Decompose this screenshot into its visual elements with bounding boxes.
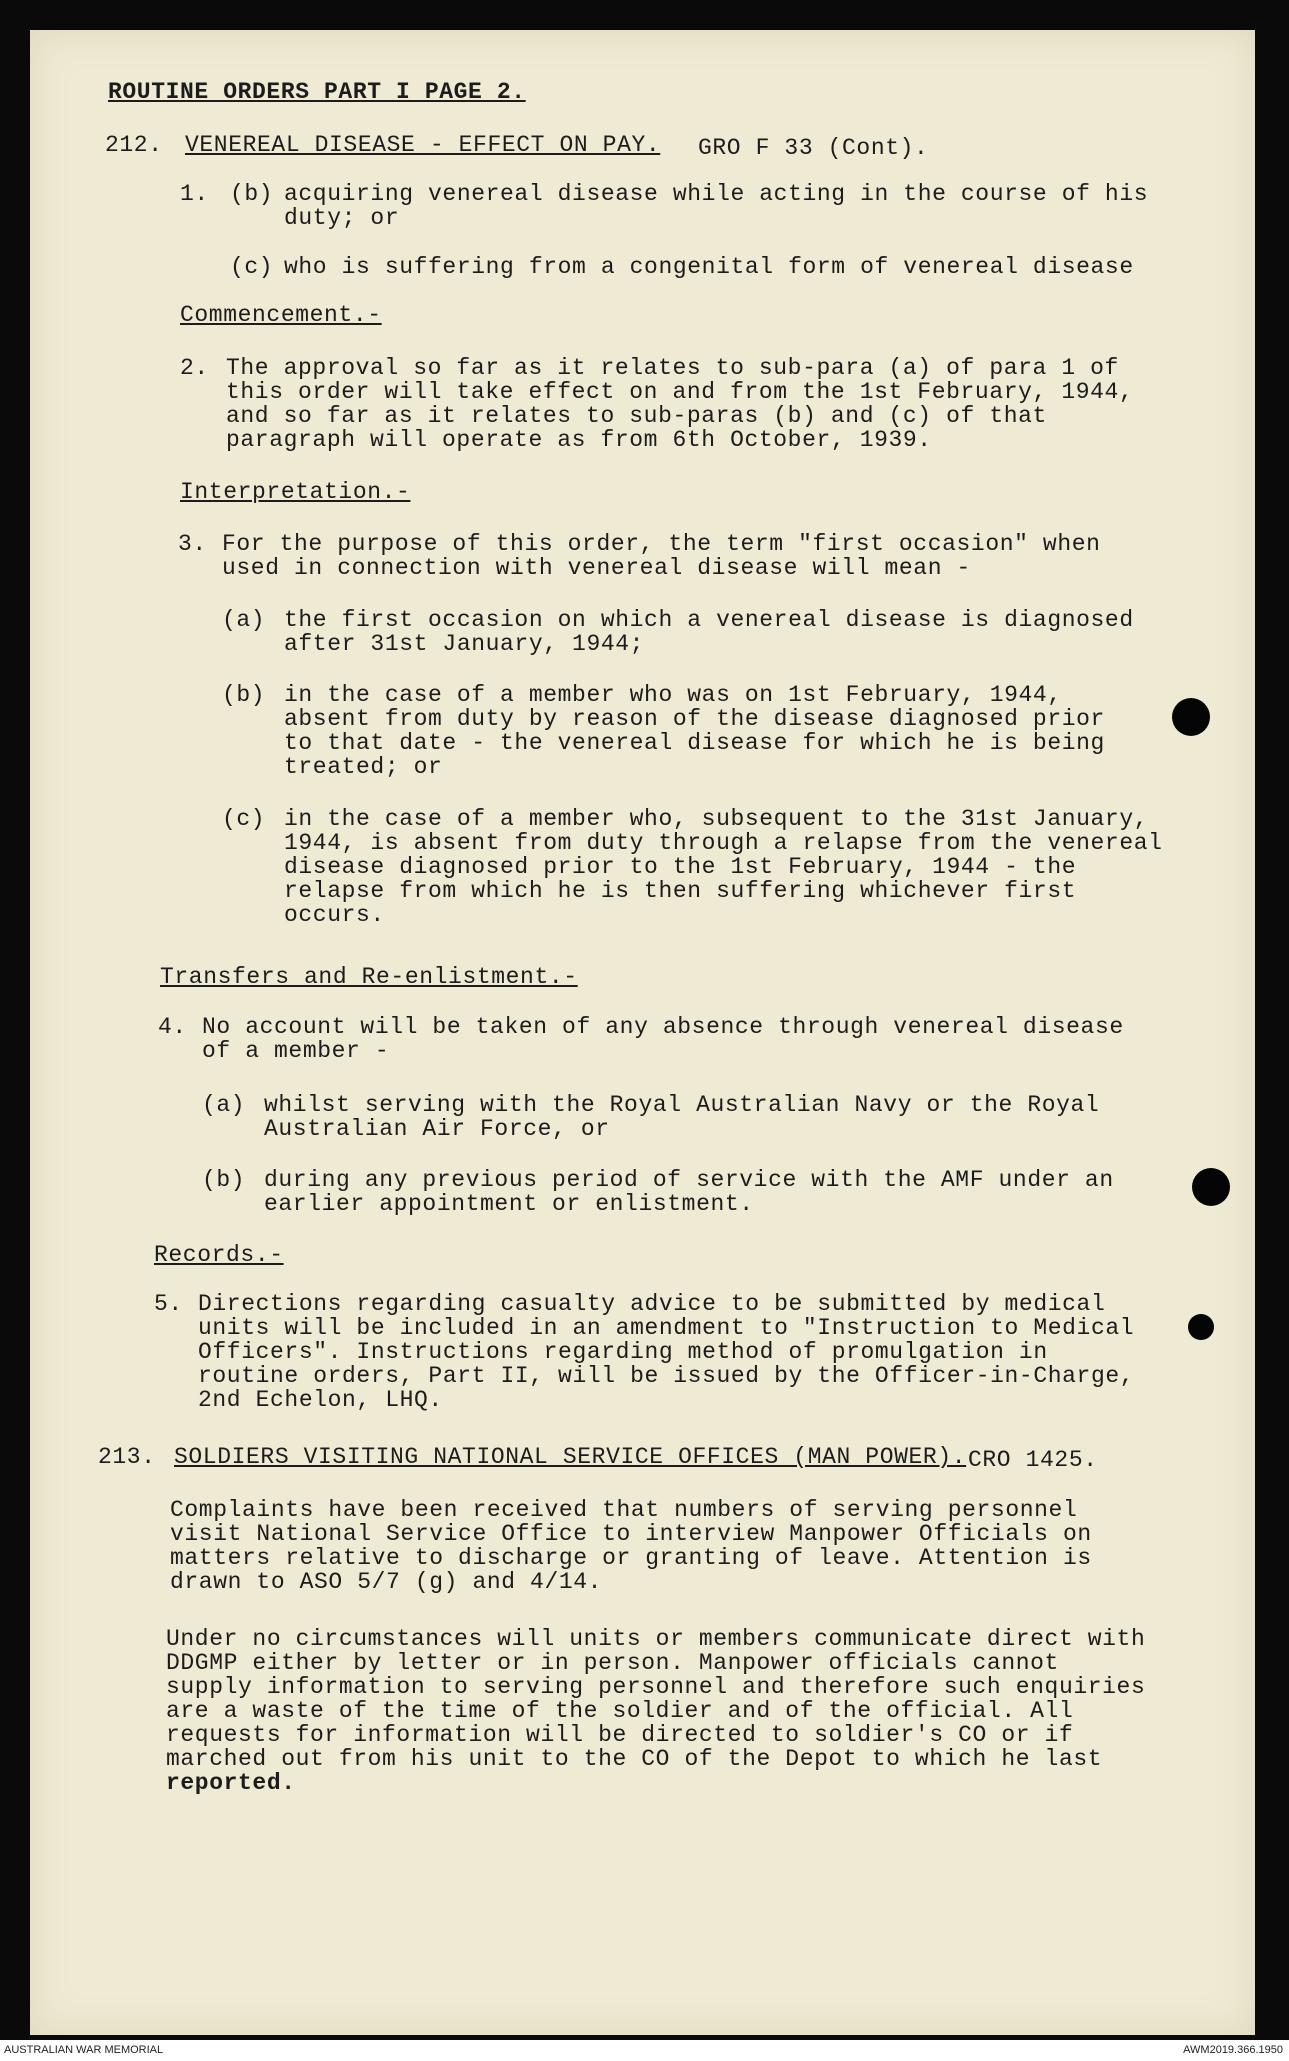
para-3-c-line3: disease diagnosed prior to the 1st February, 1944 - the [284, 854, 1077, 880]
section-213-p2-line1: Under no circumstances will units or members communicate direct with [166, 1626, 1146, 1652]
para-1-c-text: who is suffering from a congenital form of venereal disease [284, 254, 1134, 280]
para-3-a-line1: the first occasion on which a venereal disease is diagnosed [284, 607, 1134, 633]
section-213-title: SOLDIERS VISITING NATIONAL SERVICE OFFICES (MAN POWER). [174, 1444, 967, 1470]
para-2-number: 2. [180, 355, 209, 381]
para-4-b-label: (b) [202, 1167, 246, 1193]
archive-footer [0, 2040, 1289, 2061]
para-5-line3: Officers". Instructions regarding method of promulgation in [198, 1339, 1048, 1365]
heading-interpretation: Interpretation.- [180, 479, 411, 505]
para-4-a-line1: whilst serving with the Royal Australian Navy or the Royal [264, 1092, 1100, 1118]
para-3-a-line2: after 31st January, 1944; [284, 631, 645, 657]
para-3-c-line2: 1944, is absent from duty through a relapse from the venereal [284, 830, 1163, 856]
heading-records: Records.- [154, 1242, 284, 1268]
page-header: ROUTINE ORDERS PART I PAGE 2. [108, 79, 526, 105]
section-212-title: VENEREAL DISEASE - EFFECT ON PAY. [185, 132, 661, 158]
section-213-p1-line1: Complaints have been received that numbers of serving personnel [170, 1497, 1078, 1523]
punch-hole-partial [1188, 1314, 1214, 1340]
para-4-a-label: (a) [202, 1092, 246, 1118]
para-1-number: 1. [180, 181, 209, 207]
section-213-p1-line2: visit National Service Office to interview Manpower Officials on [170, 1521, 1092, 1547]
para-1-b-label: (b) [230, 181, 274, 207]
para-5-line2: units will be included in an amendment to "Instruction to Medical [198, 1315, 1135, 1341]
para-3-b-line2: absent from duty by reason of the disease diagnosed prior [284, 706, 1105, 732]
para-3-b-line3: to that date - the venereal disease for which he is being [284, 730, 1105, 756]
section-213-p2-line7: reported. [166, 1770, 296, 1796]
para-4-line2: of a member - [202, 1038, 390, 1064]
para-5-line1: Directions regarding casualty advice to be submitted by medical [198, 1291, 1106, 1317]
para-3-line1: For the purpose of this order, the term "first occasion" when [222, 531, 1101, 557]
para-3-b-line4: treated; or [284, 754, 443, 780]
punch-hole-upper [1172, 698, 1210, 736]
para-3-line2: used in connection with venereal disease will mean - [222, 555, 971, 581]
para-5-line4: routine orders, Part II, will be issued by the Officer-in-Charge, [198, 1363, 1135, 1389]
section-213-number: 213. [98, 1444, 156, 1470]
para-3-c-line4: relapse from which he is then suffering whichever first [284, 878, 1077, 904]
para-1-b-line2: duty; or [284, 205, 400, 231]
para-2-line1: The approval so far as it relates to sub-para (a) of para 1 of [226, 355, 1119, 381]
para-4-a-line2: Australian Air Force, or [264, 1116, 610, 1142]
para-1-b-line1: acquiring venereal disease while acting in the course of his [284, 181, 1149, 207]
para-5-line5: 2nd Echelon, LHQ. [198, 1387, 443, 1413]
footer-institution: AUSTRALIAN WAR MEMORIAL [4, 2044, 164, 2056]
para-2-line4: paragraph will operate as from 6th October, 1939. [226, 427, 932, 453]
section-213-p2-line6: marched out from his unit to the CO of the Depot to which he last [166, 1746, 1103, 1772]
heading-transfers: Transfers and Re-enlistment.- [160, 964, 578, 990]
footer-accession: AWM2019.366.1950 [1183, 2044, 1283, 2056]
section-212-number: 212. [105, 132, 163, 158]
document-page [30, 30, 1255, 2035]
para-1-c-label: (c) [230, 254, 274, 280]
para-2-line2: this order will take effect on and from the 1st February, 1944, [226, 379, 1134, 405]
para-3-b-line1: in the case of a member who was on 1st February, 1944, [284, 682, 1062, 708]
para-3-c-line5: occurs. [284, 902, 385, 928]
para-3-b-label: (b) [222, 682, 266, 708]
para-4-number: 4. [158, 1014, 187, 1040]
para-2-line3: and so far as it relates to sub-paras (b) and (c) of that [226, 403, 1047, 429]
section-213-p1-line4: drawn to ASO 5/7 (g) and 4/14. [170, 1569, 603, 1595]
para-4-b-line1: during any previous period of service with the AMF under an [264, 1167, 1114, 1193]
para-3-a-label: (a) [222, 607, 266, 633]
section-213-p2-line3: supply information to serving personnel and therefore such enquiries [166, 1674, 1146, 1700]
para-5-number: 5. [154, 1291, 183, 1317]
para-3-number: 3. [178, 531, 207, 557]
heading-commencement: Commencement.- [180, 302, 382, 328]
para-3-c-line1: in the case of a member who, subsequent to the 31st January, [284, 806, 1149, 832]
section-213-p2-line2: DDGMP either by letter or in person. Manpower officials cannot [166, 1650, 1059, 1676]
para-4-line1: No account will be taken of any absence through venereal disease [202, 1014, 1124, 1040]
para-3-c-label: (c) [222, 806, 266, 832]
section-213-p1-line3: matters relative to discharge or granting of leave. Attention is [170, 1545, 1092, 1571]
section-213-p2-line4: are a waste of the time of the soldier and of the official. All [166, 1698, 1074, 1724]
para-4-b-line2: earlier appointment or enlistment. [264, 1191, 754, 1217]
section-213-ref: CRO 1425. [968, 1447, 1098, 1473]
section-212-ref: GRO F 33 (Cont). [698, 135, 929, 161]
punch-hole-middle [1192, 1168, 1230, 1206]
section-213-p2-line5: requests for information will be directed to soldier's CO or if [166, 1722, 1074, 1748]
